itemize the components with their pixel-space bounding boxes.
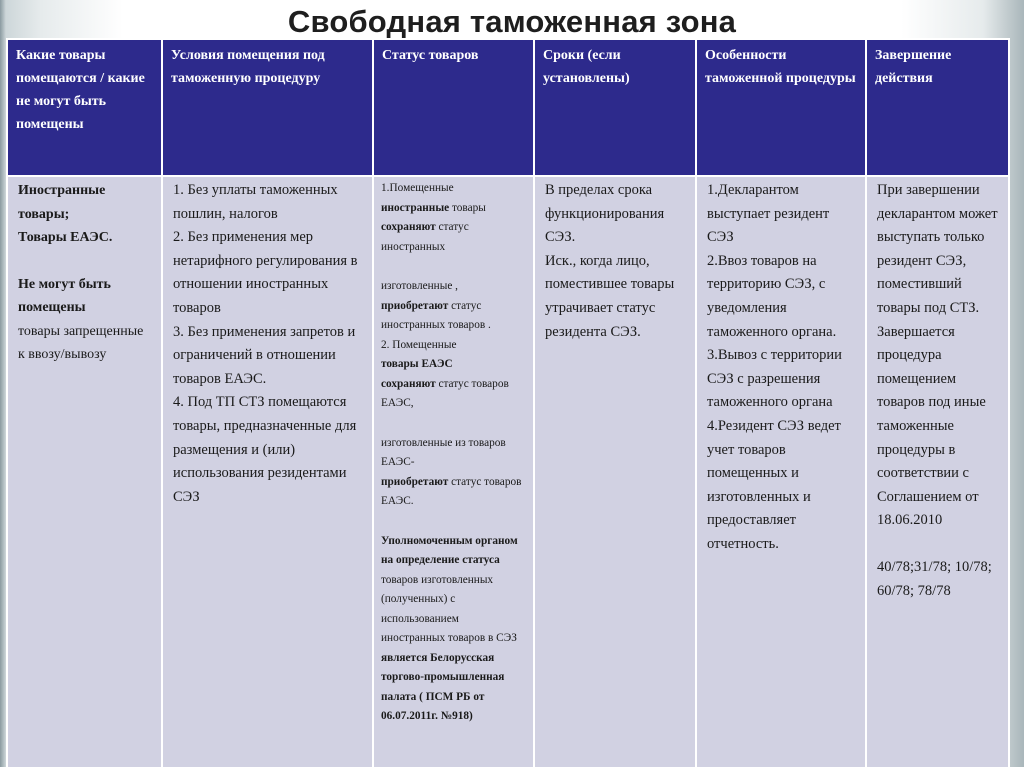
cell-goods	[7, 176, 162, 767]
table-header-row	[7, 39, 1009, 176]
condition-4: 4. Под ТП СТЗ помещаются товары, предназначенные для размещения и (или) использования резидентами СЭЗ	[173, 394, 357, 505]
procedure-table	[6, 38, 1010, 767]
procedure-table-container	[6, 38, 1010, 767]
header-terms: Сроки (если установлены)	[534, 39, 696, 176]
completion-codes: 40/78;31/78; 10/78; 60/78; 78/78	[877, 558, 992, 599]
header-completion: Завершение действия	[866, 39, 1009, 176]
goods-foreign: Иностранные товары;	[18, 183, 106, 222]
condition-3: 3. Без применения запретов и ограничений в отношении товаров ЕАЭС.	[173, 323, 356, 387]
completion-2: Завершается процедура помещением товаров под иные таможенные процедуры в соответствии с Соглашением от 18.06.2010	[877, 323, 986, 529]
feature-2: 2.Ввоз товаров на территорию СЭЗ, с уведомления таможенного органа.	[707, 252, 837, 340]
header-features: Особенности таможенной процедуры	[696, 39, 866, 176]
table-row	[7, 176, 1009, 767]
cell-completion	[866, 176, 1009, 767]
goods-prohibited: товары запрещенные к ввозу/вывозу	[18, 323, 144, 362]
term-1: В пределах срока функционирования СЭЗ.	[545, 182, 665, 246]
status-foreign-acquired: изготовленные , приобретают статус иностранных товаров .	[381, 280, 491, 331]
header-goods: Какие товары помещаются / какие не могут быть помещены	[7, 39, 162, 176]
header-conditions: Условия помещения под таможенную процедуру	[162, 39, 373, 176]
page-title: Свободная таможенная зона	[287, 4, 737, 39]
status-eaeu-acquired: изготовленные из товаров ЕАЭС- приобретают статус товаров ЕАЭС.	[381, 436, 522, 507]
completion-1: При завершении декларантом может выступать только резидент СЭЗ, поместивший товары под СТЗ.	[877, 182, 998, 316]
cell-conditions	[162, 176, 373, 767]
cell-terms	[534, 176, 696, 767]
term-2: Иск., когда лицо, поместившее товары утрачивает статус резидента СЭЗ.	[545, 252, 675, 340]
goods-not-allowed: Не могут быть помещены	[18, 276, 111, 315]
goods-eaeu: Товары ЕАЭС.	[18, 230, 113, 245]
cell-status	[373, 176, 534, 767]
cell-features	[696, 176, 866, 767]
status-foreign-kept: 1.Помещенные иностранные товары сохраняют статус иностранных	[381, 182, 486, 253]
feature-3: 3.Вывоз с территории СЭЗ с разрешения таможенного органа	[707, 347, 842, 411]
feature-4: 4.Резидент СЭЗ ведет учет товаров помещенных и изготовленных и предоставляет отчетность.	[707, 417, 841, 552]
status-authority: Уполномоченным органом на определение статуса товаров изготовленных (полученных) с использованием иностранных товаров в СЭЗ является Белорусская торгово-промышленная палата ( ПСМ РБ от 06.07.2011г. №918)	[381, 534, 518, 722]
header-status: Статус товаров	[373, 39, 534, 176]
feature-1: 1.Декларантом выступает резидент СЭЗ	[707, 182, 830, 246]
status-eaeu-kept: 2. Помещенные товары ЕАЭС сохраняют статус товаров ЕАЭС,	[381, 338, 509, 409]
condition-2: 2. Без применения мер нетарифного регулирования в отношении иностранных товаров	[173, 229, 358, 316]
condition-1: 1. Без уплаты таможенных пошлин, налогов	[173, 182, 338, 222]
